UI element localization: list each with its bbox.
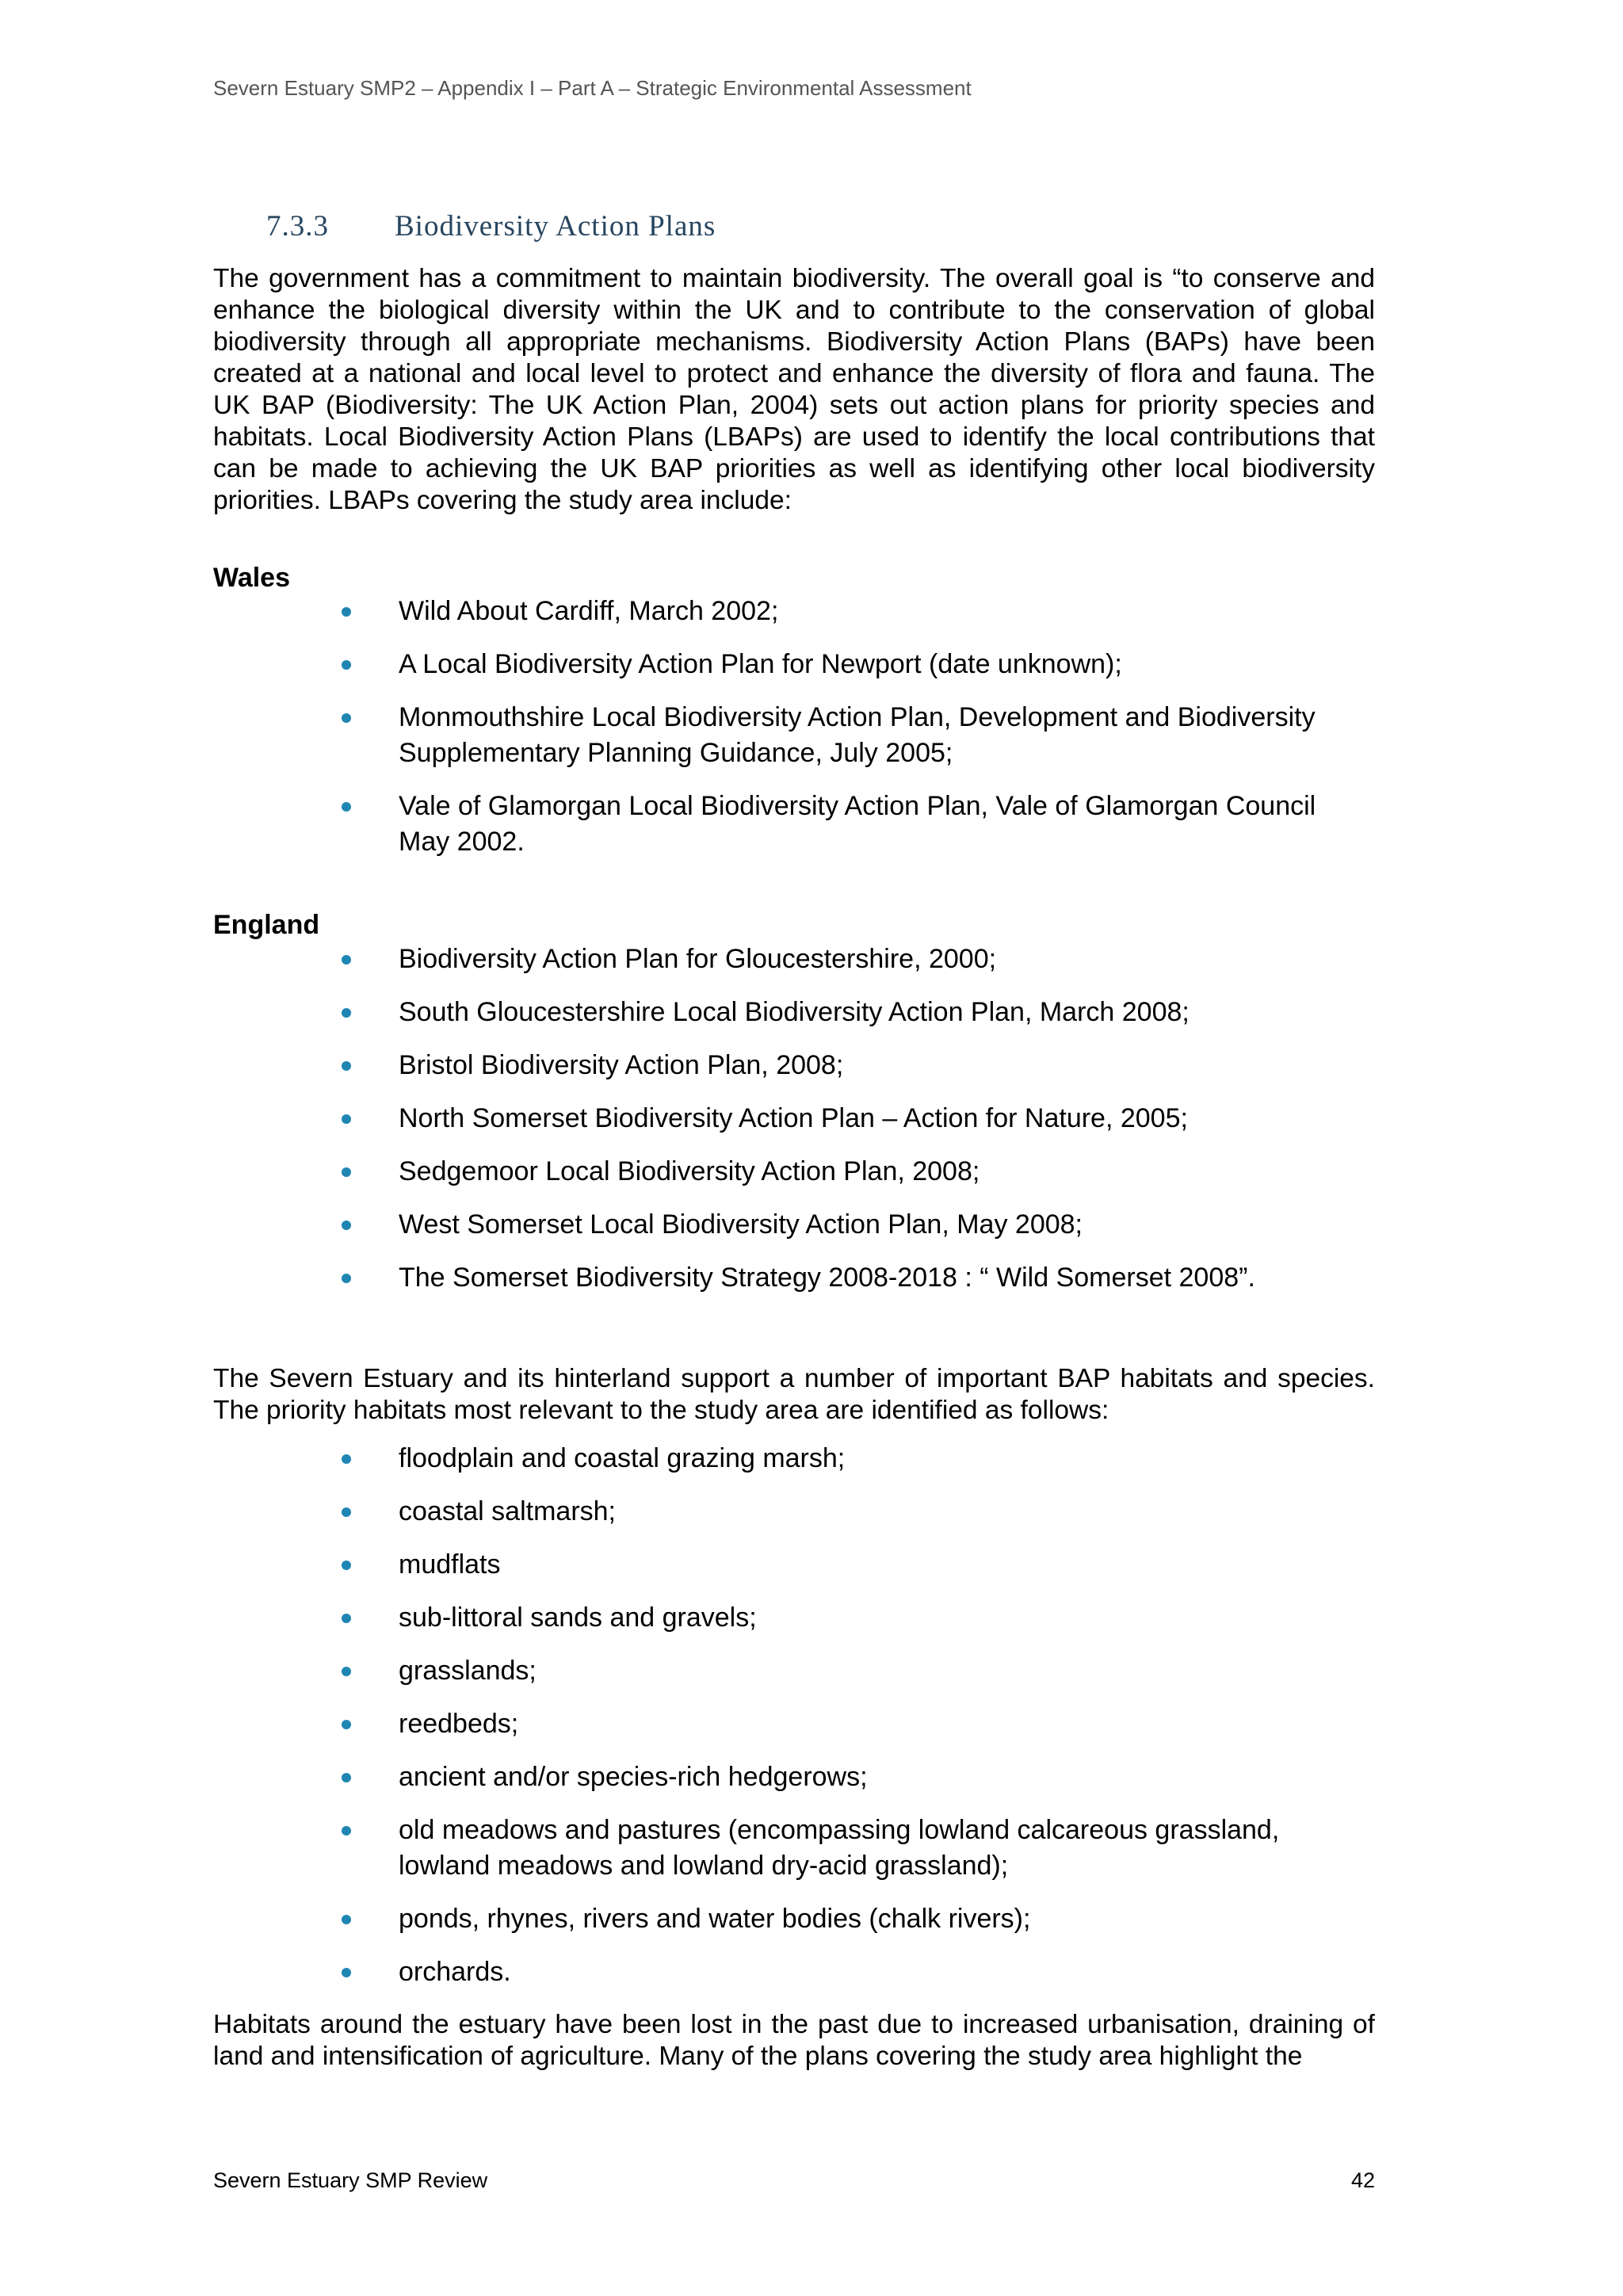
bullet-icon bbox=[342, 1114, 351, 1124]
section-title: Biodiversity Action Plans bbox=[395, 210, 716, 243]
england-label: England bbox=[213, 910, 320, 940]
list-item: Biodiversity Action Plan for Gloucestershire, 2000; bbox=[340, 942, 1362, 977]
list-item: A Local Biodiversity Action Plan for Newport (date unknown); bbox=[340, 647, 1362, 682]
bullet-icon bbox=[342, 1507, 351, 1517]
bullet-icon bbox=[342, 802, 351, 812]
section-number: 7.3.3 bbox=[266, 210, 329, 243]
bullet-icon bbox=[342, 1720, 351, 1729]
list-item: old meadows and pastures (encompassing lowland calcareous grassland, lowland meadows and lowland dry-acid grassland); bbox=[340, 1813, 1362, 1884]
bullet-icon bbox=[342, 1614, 351, 1623]
bullet-icon bbox=[342, 1008, 351, 1018]
list-item: South Gloucestershire Local Biodiversity Action Plan, March 2008; bbox=[340, 995, 1362, 1030]
list-item: The Somerset Biodiversity Strategy 2008-2018 : “ Wild Somerset 2008”. bbox=[340, 1260, 1362, 1296]
wales-list bbox=[340, 594, 1362, 877]
list-item: Bristol Biodiversity Action Plan, 2008; bbox=[340, 1048, 1362, 1083]
bullet-icon bbox=[342, 1167, 351, 1177]
england-list bbox=[340, 942, 1362, 1313]
bullet-icon bbox=[342, 1454, 351, 1464]
bullet-icon bbox=[342, 1826, 351, 1836]
list-item: Monmouthshire Local Biodiversity Action Plan, Development and Biodiversity Supplementary Planning Guidance, July 2005; bbox=[340, 700, 1362, 771]
running-header: Severn Estuary SMP2 – Appendix I – Part A – Strategic Environmental Assessment bbox=[213, 76, 972, 100]
list-item: North Somerset Biodiversity Action Plan – Action for Nature, 2005; bbox=[340, 1101, 1362, 1137]
list-item: floodplain and coastal grazing marsh; bbox=[340, 1441, 1362, 1477]
bullet-icon bbox=[342, 1274, 351, 1283]
bullet-icon bbox=[342, 955, 351, 965]
bullet-icon bbox=[342, 1561, 351, 1570]
section-heading bbox=[266, 209, 716, 243]
bullet-icon bbox=[342, 713, 351, 723]
list-item: ancient and/or species-rich hedgerows; bbox=[340, 1759, 1362, 1795]
list-item: reedbeds; bbox=[340, 1706, 1362, 1742]
list-item: coastal saltmarsh; bbox=[340, 1494, 1362, 1530]
list-item: sub-littoral sands and gravels; bbox=[340, 1600, 1362, 1636]
closing-paragraph: Habitats around the estuary have been lost in the past due to increased urbanisation, draining of land and intensification of agriculture. Many of the plans covering the study area highlight the bbox=[213, 2010, 1375, 2071]
habitats-list bbox=[340, 1441, 1362, 2008]
bullet-icon bbox=[342, 1061, 351, 1071]
list-item: West Somerset Local Biodiversity Action Plan, May 2008; bbox=[340, 1207, 1362, 1243]
bullet-icon bbox=[342, 1773, 351, 1782]
list-item: grasslands; bbox=[340, 1653, 1362, 1689]
bullet-icon bbox=[342, 660, 351, 670]
list-item: Vale of Glamorgan Local Biodiversity Action Plan, Vale of Glamorgan Council May 2002. bbox=[340, 789, 1362, 860]
bullet-icon bbox=[342, 1915, 351, 1924]
bullet-icon bbox=[342, 1667, 351, 1676]
list-item: orchards. bbox=[340, 1954, 1362, 1990]
page-number: 42 bbox=[1350, 2168, 1375, 2192]
list-item: Wild About Cardiff, March 2002; bbox=[340, 594, 1362, 629]
list-item: ponds, rhynes, rivers and water bodies (chalk rivers); bbox=[340, 1901, 1362, 1937]
bullet-icon bbox=[342, 607, 351, 617]
footer-title: Severn Estuary SMP Review bbox=[213, 2168, 488, 2192]
bullet-icon bbox=[342, 1221, 351, 1230]
intro-paragraph: The government has a commitment to maintain biodiversity. The overall goal is “to conserve and enhance the biological diversity within the UK and to contribute to the conservation of global biodiversity through all appropriate mechanisms. Biodiversity Action Plans (BAPs) have been created at a national and local level to protect and enhance the diversity of flora and fauna. The UK BAP (Biodiversity: The UK Action Plan, 2004) sets out action plans for priority species and habitats. Local Biodiversity Action Plans (LBAPs) are used to identify the local contributions that can be made to achieving the UK BAP priorities as well as identifying other local biodiversity priorities. LBAPs covering the study area include: bbox=[213, 264, 1375, 515]
bullet-icon bbox=[342, 1968, 351, 1977]
list-item: mudflats bbox=[340, 1547, 1362, 1583]
habitats-paragraph: The Severn Estuary and its hinterland support a number of important BAP habitats and species. The priority habitats most relevant to the study area are identified as follows: bbox=[213, 1364, 1375, 1425]
list-item: Sedgemoor Local Biodiversity Action Plan, 2008; bbox=[340, 1154, 1362, 1190]
wales-label: Wales bbox=[213, 563, 291, 593]
